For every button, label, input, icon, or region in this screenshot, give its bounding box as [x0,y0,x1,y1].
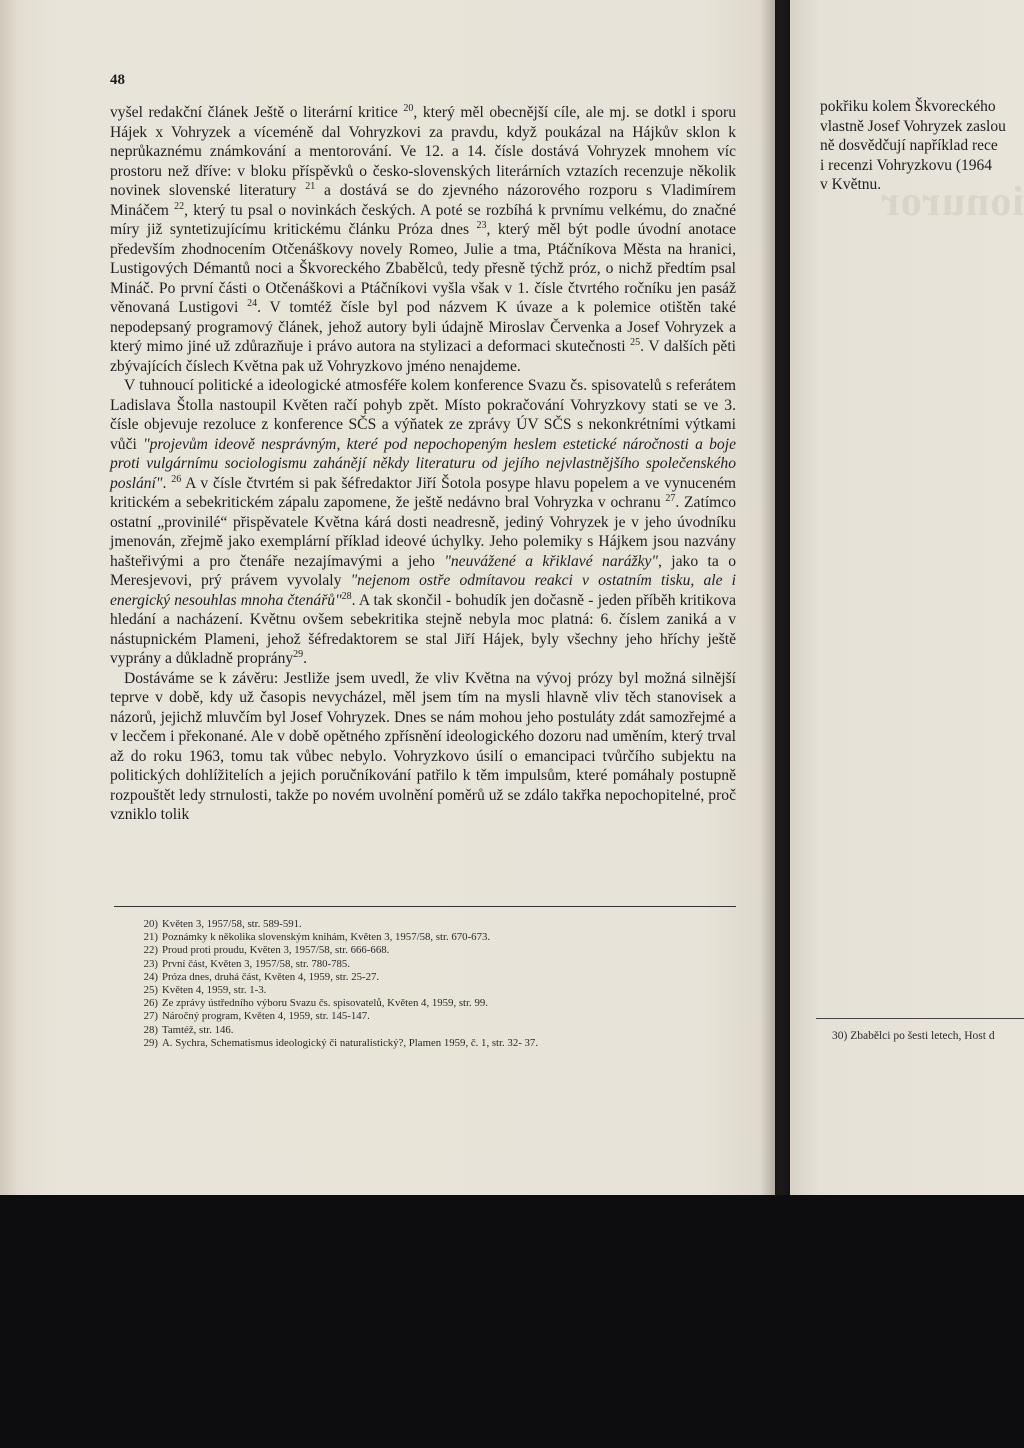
right-page-line: v Květnu. [820,176,882,193]
right-footnote-divider [816,1018,1024,1019]
footnote-text: Proud proti proudu, Květen 3, 1957/58, str. 666-668. [162,944,390,957]
footnote [128,1010,728,1023]
right-footnote-text: Zbabělci po šesti letech, Host d [850,1030,995,1042]
footnote-ref: 22 [174,200,185,212]
quotation: "nejenom ostře odmítavou reakci v ostatním tisku, ale i energický nesouhlas mnoha čtenářů" [110,572,736,609]
footnote [128,931,728,944]
footnote [128,1037,728,1050]
footnote-text: Květen 4, 1959, str. 1-3. [162,984,267,997]
right-footnote-number: 30) [832,1030,848,1042]
page-number: 48 [110,72,125,88]
footnote-number: 22) [143,944,158,957]
paragraph-2: V tuhnoucí politické a ideologické atmosféře kolem konference Svazu čs. spisovatelů s referátem Ladislava Štolla nastoupil Květen račí pohyb zpět. Místo pokračování Vohryzkovy stati se ve 3. čísle objevuje rezoluce z konference SČS a výňatek ze zprávy ÚV SČS s nekonkrétními výtkami vůči "projevům ideově nesprávným, které pod nepochopeným heslem estetické náročnosti a boje proti vulgárnímu sociologismu zahánějí někdy literaturu od jejího nejvlastnějšího společenského poslání". $^{26}$ A v čísle čtvrtém si pak šéfredaktor Jiří Šotola posype hlavu popelem a ve vynuceném kritickém a sebekritickém zápalu zapomene, že ještě nedávno bral Vohryzka v ochranu $^{27}$. Zatímco ostatní „provinilé“ přispěvatele Května kárá dosti neadresně, jediný Vohryzek je v jeho úvodníku jmenován, zřejmě jako exemplární příklad ideové úchylky. Jeho polemiky s Hájkem jsou nazvány hašteřivými a pro čtenáře nezajímavými a jeho "neuvážené a křiklavé narážky", jako ta o Meresjevovi, prý právem vyvolaly "nejenom ostře odmítavou reakci v ostatním tisku, ale i energický nesouhlas mnoha čtenářů"$^{28}$. A tak skončil - bohudík jen dočasně - jeden příběh kritikova hledání a nacházení. Květnu ovšem sebekritika stejně nebyla moc platná: 6. číslem zaniká a v nástupnickém Plameni, jehož šéfredaktorem se stal Jiří Hájek, byly všechny jeho hříchy ještě vyprány a důkladně propránу$^{29}$. [110,377,736,667]
right-page-line: ně dosvědčují například rece [820,137,998,154]
footnote-text: Tamtéž, str. 146. [162,1023,234,1036]
quotation: "projevům ideově nesprávným, které pod nepochopeným heslem estetické náročnosti a boje proti vulgárnímu sociologismu zahánějí někdy literaturu od jejího nejvlastnějšího společenského poslání" [110,435,736,492]
scanner-background [0,1195,1024,1448]
footnote-number: 26) [143,997,158,1010]
footnote [128,1024,728,1037]
footnote-text: První část, Květen 3, 1957/58, str. 780-785. [162,957,351,970]
footnote-ref: 27 [665,493,676,504]
footnote-ref: 29 [293,649,304,660]
footnote-ref: 23 [476,220,487,231]
paragraph-1: vyšel redakční článek Ještě o literární kritice $^{20}$, který měl obecnější cíle, ale mj. se dotkl i sporu Hájek x Vohryzek a víceméně dal Vohryzkovi za pravdu, když poukázal na Hájkův sklon k neprůkaznému známkování a mentorování. Ve 12. a 14. čísle dostává Vohryzek mnohem víc prostoru než dříve: v bloku příspěvků o česko-slovenských literárních vztazích recenzuje několik novinek slovenské literatury $^{21}$ a dostává se do zjevného názorového rozporu s Vladimírem Mináčem $^{22}$, který tu psal o novinkách českých. A poté se rozbíhá k prvnímu velkému, do značné míry již syntetizujícímu kritickému článku Próza dnes $^{23}$, který měl být podle úvodní anotace především zhodnocením Otčenáškovy novely Romeo, Julie a tma, Ptáčníkova Města na hranici, Lustigových Démantů noci a Škvoreckého Zbabělců, tedy přesně týchž próz, o nichž předtím psal Mináč. Po první části o Otčenáškovi a Ptáčníkovi vyšla však v 1. čísle čtvrtého ročníku jen pasáž věnovaná Lustigovi $^{24}$. V tomtéž čísle byl pod názvem K úvaze a k polemice otištěn také nepodepsaný programový článek, jehož autory byli údajně Miroslav Červenka a Josef Vohryzek a který mimo jiné už zdůrazňuje i právo autora na stylizaci a deformaci skutečnosti $^{25}$. V dalších pěti zbývajících číslech Května pak už Vohryzkovo jméno nenajdeme. [110,103,737,375]
footnote-text: A. Sychra, Schematismus ideologický či naturalistický?, Plamen 1959, č. 1, str. 32- 37. [162,1036,539,1049]
footnote-text: Próza dnes, druhá část, Květen 4, 1959, str. 25-27. [162,970,380,983]
body-text [110,103,736,825]
right-page-text [820,97,1024,195]
quotation: "neuvážené a křiklavé narážky" [444,552,658,570]
paragraph-3: Dostáváme se k závěru: Jestliže jsem uvedl, že vliv Května na vývoj prózy byl možná silnější teprve v době, kdy už časopis nevycházel, měl jsem tím na mysli hlavně vliv těch stanovisek a názorů, jejichž mluvčím byl Josef Vohryzek. Dnes se nám mohou jeho postuláty zdát samozřejmé a v lecčem i překonané. Ale v době opětného zpřísnění ideologického dozoru nad uměním, který trval až do roku 1963, tomu tak vůbec nebylo. Vohryzkovo úsilí o emancipaci tvůrčího subjektu na politických dohlížitelích a jejich poručníkování patřilo k těm impulsům, které pomáhaly postupně rozpouštět ledy strnulosti, takže po novém uvolnění poměrů už se zdálo takřka nepochopitelné, proč vzniklo tolik [110,669,736,823]
right-footnote [832,1030,1024,1042]
footnote-number: 27) [143,1010,158,1023]
footnote-number: 21) [143,931,158,944]
footnote-ref: 20 [403,103,414,114]
right-page-line: pokřiku kolem Škvoreckého [820,98,996,115]
footnote [128,958,728,971]
footnote-text: Ze zprávy ústředního výboru Svazu čs. spisovatelů, Květen 4, 1959, str. 99. [162,997,488,1010]
footnote-ref: 25 [630,337,641,348]
footnote-number: 20) [143,918,158,930]
footnotes [128,918,728,1050]
footnote-number: 24) [143,970,158,983]
footnote-text: Poznámky k několika slovenským knihám, Květen 3, 1957/58, str. 670-673. [162,931,491,944]
footnote [128,944,728,957]
footnote-ref: 26 [171,473,182,485]
show-through-text: ionuror [880,179,1024,225]
footnote-text: Květen 3, 1957/58, str. 589-591. [162,918,302,930]
footnote [128,984,728,997]
footnote-text: Náročný program, Květen 4, 1959, str. 145-147. [162,1010,370,1023]
footnote-ref: 24 [247,298,258,309]
footnote-number: 25) [143,984,158,997]
right-page-line: i recenzi Vohryzkovu (1964 [820,156,993,174]
footnote-number: 28) [143,1023,158,1036]
footnote-ref: 28 [341,590,352,602]
footnote [128,918,728,931]
footnote-divider [114,906,736,907]
footnote [128,971,728,984]
footnote-number: 29) [143,1036,158,1049]
right-page-line: vlastně Josef Vohryzek zaslou [820,117,1006,135]
footnote [128,997,728,1010]
footnote-number: 23) [143,957,158,970]
footnote-ref: 21 [305,181,316,192]
